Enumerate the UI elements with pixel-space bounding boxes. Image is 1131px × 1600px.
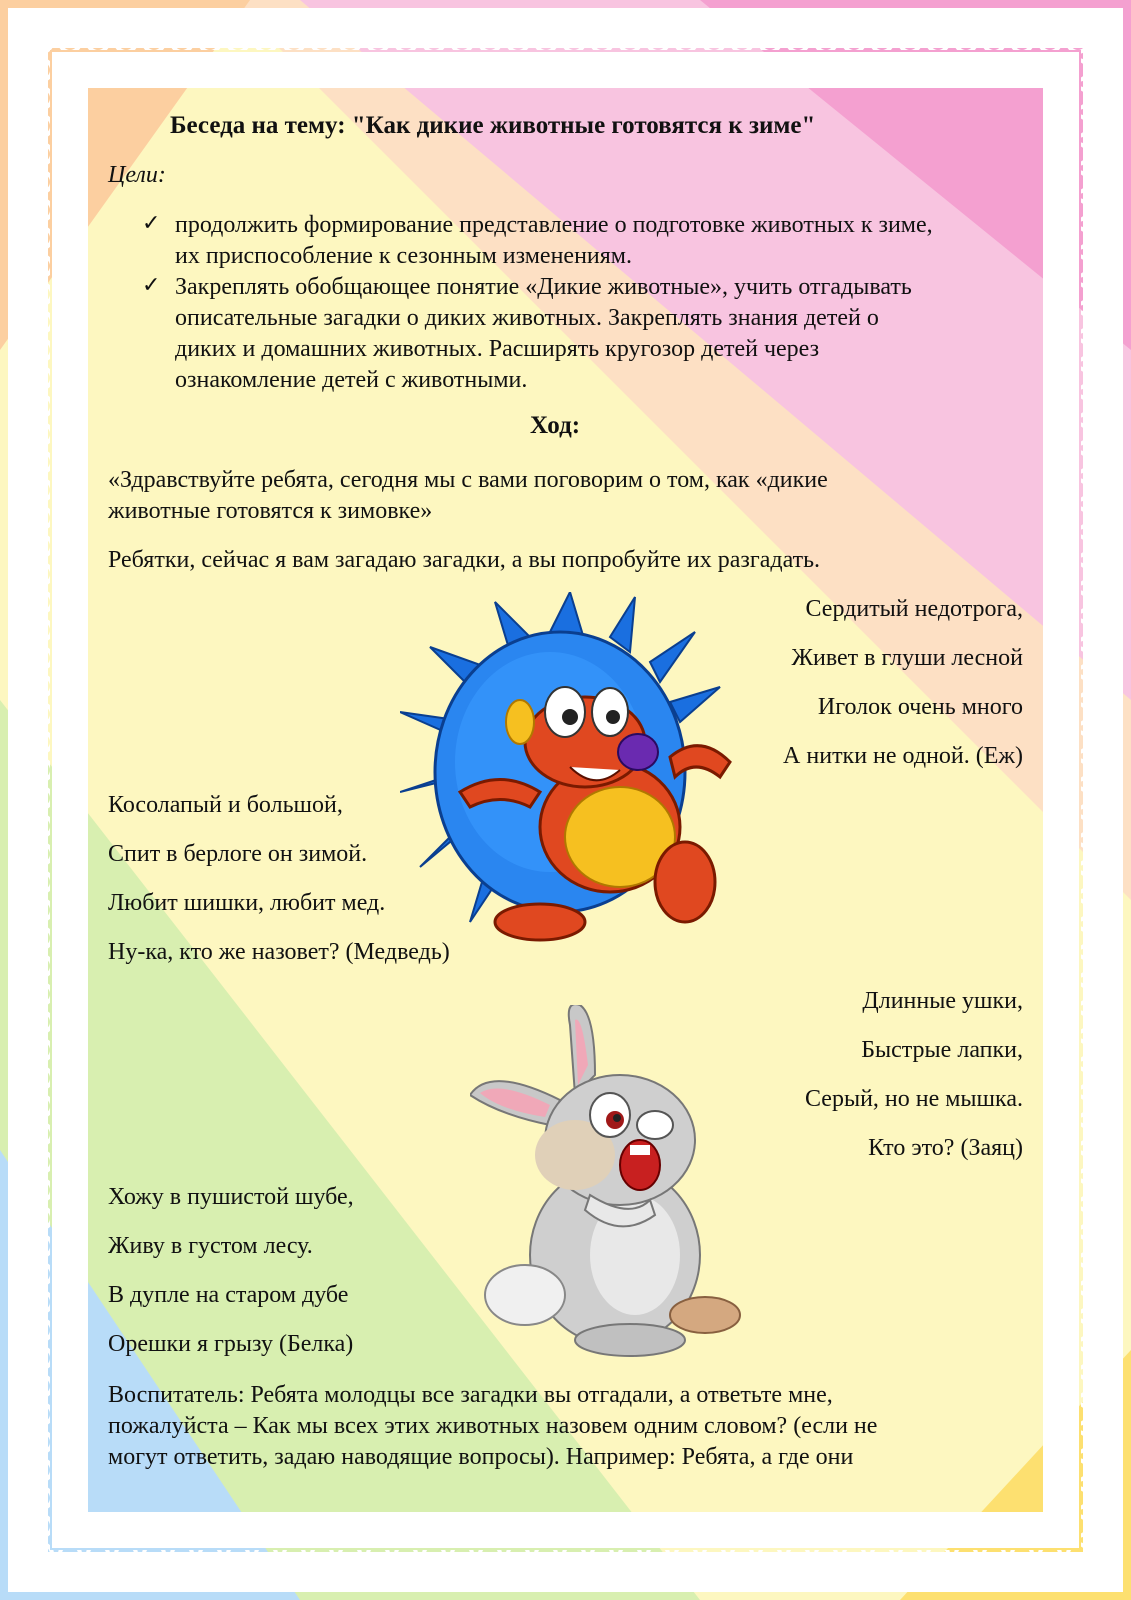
goal-2-line-4: ознакомление детей с животными. <box>175 367 528 393</box>
goal-2-line-3: диких и домашних животных. Расширять кругозор детей через <box>175 336 820 362</box>
riddle-hedgehog-line-4: А нитки не одной. (Еж) <box>783 743 1023 769</box>
check-icon: ✓ <box>142 210 161 235</box>
closing-line-1: Воспитатель: Ребята молодцы все загадки вы отгадали, а ответьте мне, <box>108 1382 833 1408</box>
intro-line-1: «Здравствуйте ребята, сегодня мы с вами поговорим о том, как «дикие <box>108 467 828 493</box>
closing-line-2: пожалуйста – Как мы всех этих животных назовем одним словом? (если не <box>108 1413 878 1439</box>
intro-line-2: животные готовятся к зимовке» <box>108 498 433 524</box>
riddle-bear-line-2: Спит в берлоге он зимой. <box>108 841 368 867</box>
rabbit-illustration <box>470 1005 745 1360</box>
riddle-squirrel-line-3: В дупле на старом дубе <box>108 1282 349 1308</box>
riddle-hare-line-1: Длинные ушки, <box>862 988 1023 1014</box>
check-icon: ✓ <box>142 272 161 297</box>
goal-1-line-2: их приспособление к сезонным изменениям. <box>175 243 632 269</box>
riddle-hedgehog-line-3: Иголок очень много <box>817 694 1023 720</box>
goal-2-line-2: описательные загадки о диких животных. Закреплять знания детей о <box>175 305 879 331</box>
course-label: Ход: <box>530 412 581 439</box>
riddle-squirrel-line-1: Хожу в пушистой шубе, <box>108 1184 354 1210</box>
riddle-bear-line-1: Косолапый и большой, <box>108 792 343 818</box>
goal-2-line-1: Закреплять обобщающее понятие «Дикие животные», учить отгадывать <box>175 274 912 300</box>
goals-label: Цели: <box>108 162 166 188</box>
riddle-bear-line-4: Ну-ка, кто же назовет? (Медведь) <box>108 939 450 965</box>
closing-line-3: могут ответить, задаю наводящие вопросы). Например: Ребята, а где они <box>108 1444 854 1470</box>
page-title: Беседа на тему: "Как дикие животные готовятся к зиме" <box>170 112 816 139</box>
hedgehog-illustration <box>400 592 745 957</box>
riddle-squirrel-line-4: Орешки я грызу (Белка) <box>108 1331 354 1357</box>
riddle-hare-line-4: Кто это? (Заяц) <box>868 1135 1023 1161</box>
riddle-hare-line-3: Серый, но не мышка. <box>804 1086 1023 1112</box>
goal-1-line-1: продолжить формирование представление о подготовке животных к зиме, <box>175 212 933 238</box>
riddle-intro: Ребятки, сейчас я вам загадаю загадки, а вы попробуйте их разгадать. <box>108 547 821 573</box>
riddle-bear-line-3: Любит шишки, любит мед. <box>108 890 386 916</box>
riddle-hedgehog-line-1: Сердитый недотрога, <box>805 596 1023 622</box>
riddle-hedgehog-line-2: Живет в глуши лесной <box>791 645 1023 671</box>
riddle-squirrel-line-2: Живу в густом лесу. <box>108 1233 313 1259</box>
riddle-hare-line-2: Быстрые лапки, <box>861 1037 1023 1063</box>
